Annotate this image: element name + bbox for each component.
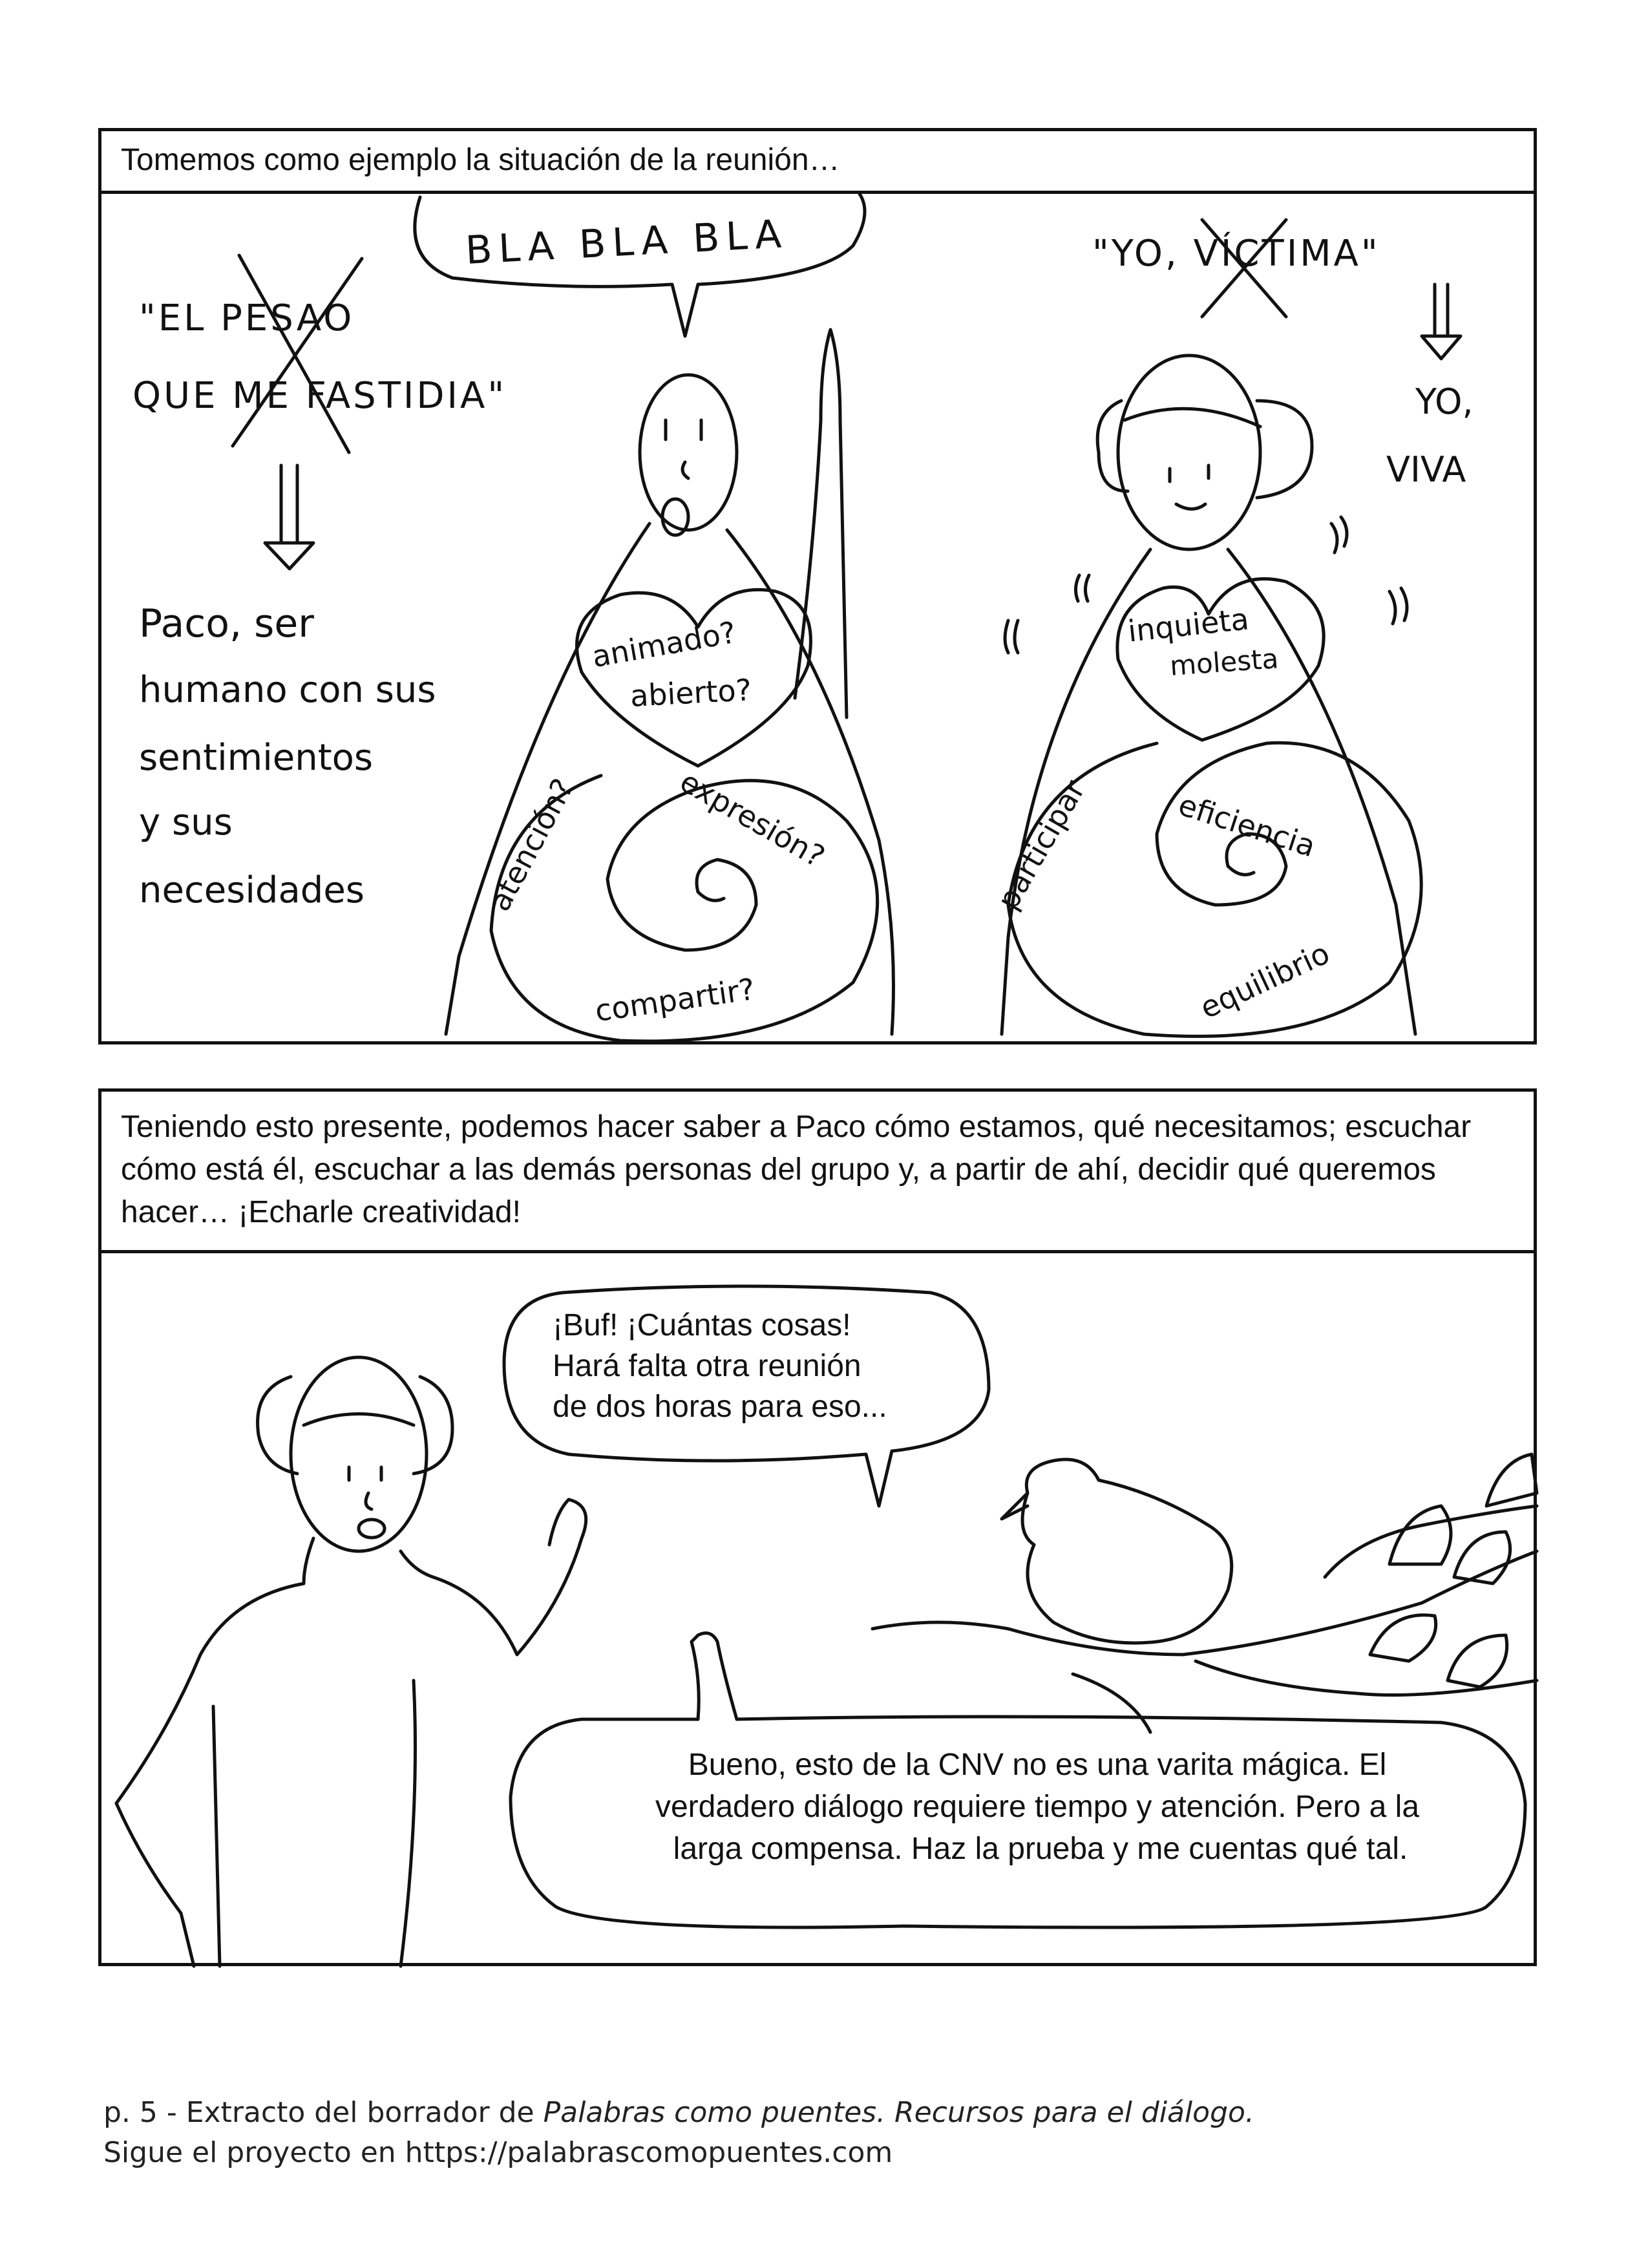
- right-reframe-1: YO,: [1415, 381, 1474, 422]
- panel-1-caption: Tomemos como ejemplo la situación de la reunión…: [121, 143, 840, 177]
- bird-bubble-line3: de dos horas para eso...: [553, 1390, 887, 1424]
- left-reframe-3: sentimientos: [139, 737, 374, 779]
- left-note-line2: QUE ME FASTIDIA": [132, 375, 507, 417]
- footer-prefix: p. 5 - Extracto del borrador de: [103, 2096, 544, 2129]
- left-reframe-2: humano con sus: [139, 669, 436, 711]
- left-note-line1: "EL PESAO: [139, 297, 355, 339]
- footer-line2: Sigue el proyecto en https://palabrascomopuentes.com: [103, 2136, 893, 2169]
- left-reframe-4: y sus: [139, 801, 233, 843]
- woman-heart-line2: molesta: [1168, 642, 1280, 682]
- branch: [872, 1506, 1537, 1732]
- footer-line1: [103, 2093, 1254, 2133]
- left-reframe-5: necesidades: [139, 869, 364, 911]
- paco-spiral-expresion: expresión?: [674, 763, 831, 874]
- woman-spiral-eficiencia: eficiencia: [1174, 787, 1320, 864]
- woman-spiral-participar: participar: [989, 774, 1092, 916]
- woman-torso-2: [116, 1500, 586, 1966]
- left-reframe-1: Paco, ser: [139, 601, 314, 646]
- woman-head-2: [291, 1357, 427, 1551]
- bird: [1002, 1459, 1232, 1643]
- right-reframe-2: VIVA: [1386, 449, 1466, 490]
- footer-book-title: Palabras como puentes. Recursos para el diálogo.: [543, 2096, 1254, 2129]
- paco-heart-line1: animado?: [589, 614, 739, 675]
- right-note-line1: "YO, VÍCTIMA": [1092, 233, 1380, 275]
- panel-2-caption: Teniendo esto presente, podemos hacer saber a Paco cómo estamos, qué necesitamos; escuchar cómo está él, escuchar a las demás personas del grupo y, a partir de ahí, decidir qué queremos hacer… ¡Echarle creatividad!: [121, 1110, 1472, 1229]
- page-footer: [103, 2093, 1254, 2173]
- paco-heart-line2: abierto?: [629, 672, 753, 714]
- leaves: [1370, 1454, 1537, 1687]
- bird-bubble-line1: ¡Buf! ¡Cuántas cosas!: [553, 1308, 851, 1342]
- paco-spiral-compartir: compartir?: [593, 971, 757, 1029]
- woman-heart-line1: inquieta: [1126, 601, 1251, 649]
- speech-bla-bla-bla: BLA BLA BLA: [464, 211, 789, 274]
- woman-bubble-line2: verdadero diálogo requiere tiempo y atención. Pero a la: [655, 1790, 1420, 1824]
- bird-bubble-line2: Hará falta otra reunión: [553, 1349, 861, 1383]
- paco-spiral-atencion: atención?: [481, 772, 581, 917]
- woman-bubble-line3: larga compensa. Haz la prueba y me cuentas qué tal.: [673, 1832, 1408, 1866]
- woman-spiral-equilibrio: equilibrio: [1194, 935, 1335, 1026]
- woman-bubble-line1: Bueno, esto de la CNV no es una varita mágica. El: [688, 1748, 1387, 1782]
